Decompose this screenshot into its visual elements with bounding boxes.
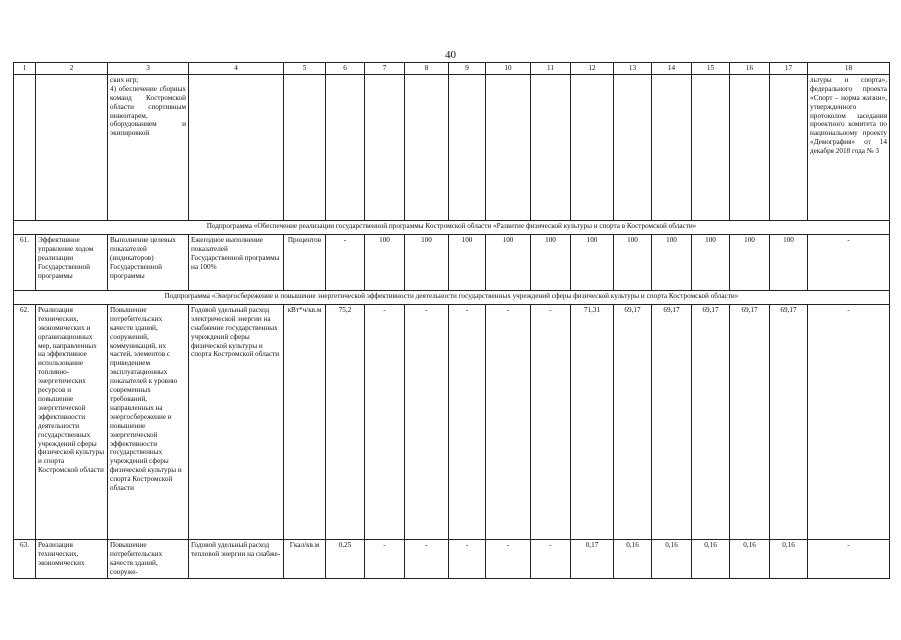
column-number: 10 bbox=[486, 63, 531, 75]
table-row bbox=[14, 304, 890, 539]
cell-value: 69,17 bbox=[614, 304, 652, 539]
result-description: Повышение потребительских качеств зданий, сооруже- bbox=[108, 539, 189, 578]
cell-value: 100 bbox=[571, 234, 614, 290]
column-number: 6 bbox=[326, 63, 365, 75]
subprogram-title: Подпрограмма «Обеспечение реализации государственной программы Костромской области «Развитие физической культуры и спорта в Костромской области» bbox=[14, 220, 890, 234]
cell-value: - bbox=[365, 304, 405, 539]
indicator-name: Годовой удельный расход тепловой энергии на снабже- bbox=[189, 539, 284, 578]
cell-value: 100 bbox=[531, 234, 571, 290]
cell-value: 100 bbox=[449, 234, 486, 290]
cell-value: - bbox=[365, 539, 405, 578]
column-number: 18 bbox=[808, 63, 890, 75]
cell-value: 100 bbox=[405, 234, 449, 290]
continued-basis-text: льтуры и спорта», федерального проекта «Спорт – норма жизни», утвержденного протоколом заседания проектного комитета по национальному проекту «Демография» от 14 декабря 2018 года № 3 bbox=[808, 74, 890, 220]
cell-value: - bbox=[405, 539, 449, 578]
cell-value: 0,16 bbox=[770, 539, 808, 578]
cell-value: 100 bbox=[652, 234, 692, 290]
cell-value: - bbox=[449, 539, 486, 578]
page-number: 40 bbox=[445, 49, 456, 61]
cell-value: 0,17 bbox=[571, 539, 614, 578]
row-number: 62. bbox=[14, 304, 36, 539]
unit: Гкал/кв.м bbox=[284, 539, 326, 578]
column-number: 15 bbox=[692, 63, 730, 75]
cell-value: - bbox=[808, 539, 890, 578]
result-description: Повышение потребительских качеств зданий, сооружений, коммуникаций, их частей, элементов с приведением эксплуатационных показателей к уровню современных требований, направленных на энергосбережение и повышение энергетической эффективности государственных учреждений сферы физической культуры и спорта Костромской области bbox=[108, 304, 189, 539]
cell-value: 69,17 bbox=[730, 304, 770, 539]
cell-value: 100 bbox=[730, 234, 770, 290]
cell-value: 69,17 bbox=[692, 304, 730, 539]
column-number: 16 bbox=[730, 63, 770, 75]
cell-value: - bbox=[486, 539, 531, 578]
unit: кВт*ч/кв.м bbox=[284, 304, 326, 539]
cell-value: - bbox=[808, 304, 890, 539]
cell-value: - bbox=[326, 234, 365, 290]
cell-value: - bbox=[486, 304, 531, 539]
column-number: 7 bbox=[365, 63, 405, 75]
cell-value: 69,17 bbox=[652, 304, 692, 539]
measure-name: Реализация технических, экономических bbox=[36, 539, 108, 578]
continuation-row bbox=[14, 74, 890, 220]
table-row bbox=[14, 234, 890, 290]
column-number: 12 bbox=[571, 63, 614, 75]
cell-value: 100 bbox=[365, 234, 405, 290]
cell-value: 0,16 bbox=[730, 539, 770, 578]
row-number: 61. bbox=[14, 234, 36, 290]
cell-value: 100 bbox=[614, 234, 652, 290]
cell-value: - bbox=[405, 304, 449, 539]
cell-value: 100 bbox=[770, 234, 808, 290]
cell-value: 75,2 bbox=[326, 304, 365, 539]
column-number: 3 bbox=[108, 63, 189, 75]
column-number: 8 bbox=[405, 63, 449, 75]
column-number: 17 bbox=[770, 63, 808, 75]
cell-value: - bbox=[808, 234, 890, 290]
cell-value: 0,16 bbox=[692, 539, 730, 578]
subprogram-row bbox=[14, 290, 890, 304]
continued-event-text: ских нгр; 4) обеспечение сборных команд Костромской области спортивным инвентарем, оборудованием и экипировкой bbox=[108, 74, 189, 220]
measure-name: Реализация технических, экономических и организационных мер, направленных на эффективное использование топливно-энергетических ресурсов и повышение энергетической эффективности деятельности государственных учреждений сферы физической культуры и спорта Костромской области bbox=[36, 304, 108, 539]
cell-value: - bbox=[531, 304, 571, 539]
table-row bbox=[14, 539, 890, 578]
cell-value: 0,16 bbox=[652, 539, 692, 578]
column-number: 4 bbox=[189, 63, 284, 75]
cell-value: 0,16 bbox=[614, 539, 652, 578]
row-number: 63. bbox=[14, 539, 36, 578]
subprogram-title: Подпрограмма «Энергосбережение и повышение энергетической эффективности деятельности государственных учреждений сферы физической культуры и спорта Костромской области» bbox=[14, 290, 890, 304]
column-number: 1 bbox=[14, 63, 36, 75]
column-number-row bbox=[14, 63, 890, 75]
result-description: Выполнение целевых показателей (индикаторов) Государственной программы bbox=[108, 234, 189, 290]
cell-value: 100 bbox=[486, 234, 531, 290]
column-number: 9 bbox=[449, 63, 486, 75]
cell-value: 0,25 bbox=[326, 539, 365, 578]
column-number: 5 bbox=[284, 63, 326, 75]
program-indicators-table bbox=[13, 62, 890, 579]
measure-name: Эффективное управление ходом реализации Государственной программы bbox=[36, 234, 108, 290]
cell-value: - bbox=[531, 539, 571, 578]
indicator-name: Ежегодное выполнение показателей Государственной программы на 100% bbox=[189, 234, 284, 290]
cell-value: 69,17 bbox=[770, 304, 808, 539]
column-number: 11 bbox=[531, 63, 571, 75]
subprogram-row bbox=[14, 220, 890, 234]
column-number: 13 bbox=[614, 63, 652, 75]
cell-value: 100 bbox=[692, 234, 730, 290]
column-number: 2 bbox=[36, 63, 108, 75]
unit: Процентов bbox=[284, 234, 326, 290]
cell-value: - bbox=[449, 304, 486, 539]
cell-value: 71,31 bbox=[571, 304, 614, 539]
indicator-name: Годовой удельный расход электрической энергии на снабжение государственных учреждений сферы физической культуры и спорта Костромской области bbox=[189, 304, 284, 539]
column-number: 14 bbox=[652, 63, 692, 75]
